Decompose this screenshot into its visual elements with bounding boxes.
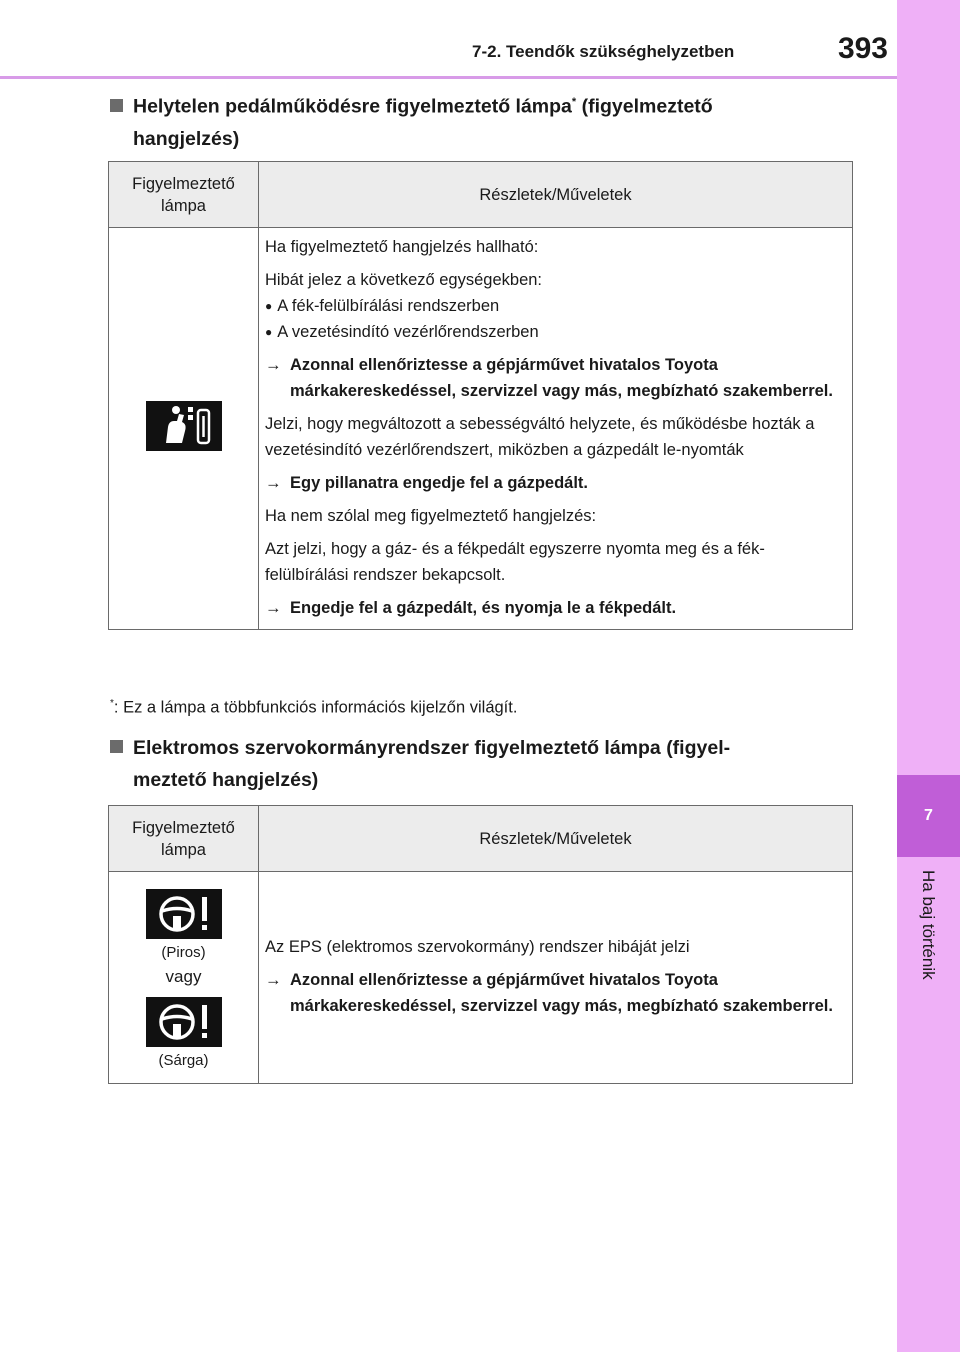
col-header-details: Részletek/Műveletek	[259, 806, 853, 872]
action-item: → Azonnal ellenőriztesse a gépjárművet hivatalos Toyota márkakereskedéssel, szervizzel vagy más, megbízható szakemberrel.	[265, 967, 846, 1019]
page-number: 393	[837, 32, 888, 65]
details-cell: Ha figyelmeztető hangjelzés hallható: Hibát jelez a következő egységekben: ● A fék-felülbírálási rendszerben ● A vezetésindító vezérlőrendszerben → Azonnal ellenőriztesse a gépjárművet hivatalos Toyota márkakereskedéssel, szervizzel vagy más, megbízható szakemberrel. Jelzi, hogy megváltozott a sebességváltó helyzete, és működésbe hozták a vezetésindító vezérlőrendszert, miközben a gázpedált le-nyomták → Egy pillanatra engedje fel a gázpedált. Ha nem szólal meg figyelmeztető hangjelzés: Azt jelzi, hogy a gáz- és a fékpedált egyszerre nyomta meg és a fék-felülbírálási rendszer bekapcsolt. → Engedje fel a gázpedált, és nyomja le a fékpedált.	[259, 228, 853, 630]
action-item: → Engedje fel a gázpedált, és nyomja le a fékpedált.	[265, 595, 846, 621]
arrow-icon: →	[265, 474, 282, 492]
steering-warning-icon-yellow	[146, 997, 222, 1047]
table-row	[109, 228, 853, 630]
col-header-lamp: Figyelmeztető lámpa	[109, 806, 259, 872]
header-rule	[0, 76, 897, 79]
details-cell: Az EPS (elektromos szervokormány) rendszer hibáját jelzi → Azonnal ellenőriztesse a gépjárművet hivatalos Toyota márkakereskedéssel, szervizzel vagy más, megbízható szakemberrel.	[259, 872, 853, 1084]
pedal-warning-table	[108, 161, 853, 630]
table-header-row	[109, 806, 853, 872]
steering-warning-icon	[146, 889, 222, 939]
eps-warning-table	[108, 805, 853, 1084]
arrow-icon: →	[265, 356, 282, 374]
arrow-icon: →	[265, 971, 282, 989]
section-title-eps: Elektromos szervokormányrendszer figyelmeztető lámpa (figyel- meztető hangjelzés)	[110, 732, 730, 796]
chapter-label: Ha baj történik	[919, 870, 938, 980]
action-item: → Egy pillanatra engedje fel a gázpedált.	[265, 470, 846, 496]
or-label: vagy	[165, 966, 202, 986]
bullet-square-icon	[110, 740, 123, 753]
footnote: *: Ez a lámpa a többfunkciós információs kijelzőn világít.	[110, 698, 518, 717]
lamp-cell	[109, 872, 259, 1084]
table-row	[109, 872, 853, 1084]
col-header-lamp: Figyelmeztető lámpa	[109, 162, 259, 228]
table-header-row	[109, 162, 853, 228]
caption-yellow: (Sárga)	[158, 1051, 209, 1069]
pedal-warning-icon	[146, 401, 222, 451]
section-title-pedal: Helytelen pedálműködésre figyelmeztető lámpa* (figyelmeztető hangjelzés)	[110, 86, 713, 155]
caption-red: (Piros)	[161, 943, 206, 961]
chapter-side-tab	[897, 0, 960, 1352]
chapter-number: 7	[897, 775, 960, 857]
col-header-details: Részletek/Műveletek	[259, 162, 853, 228]
lamp-cell	[109, 228, 259, 630]
action-item: → Azonnal ellenőriztesse a gépjárművet hivatalos Toyota márkakereskedéssel, szervizzel vagy más, megbízható szakemberrel.	[265, 352, 846, 404]
bullet-square-icon	[110, 99, 123, 112]
running-header: 7-2. Teendők szükséghelyzetben	[472, 42, 735, 61]
arrow-icon: →	[265, 599, 282, 617]
